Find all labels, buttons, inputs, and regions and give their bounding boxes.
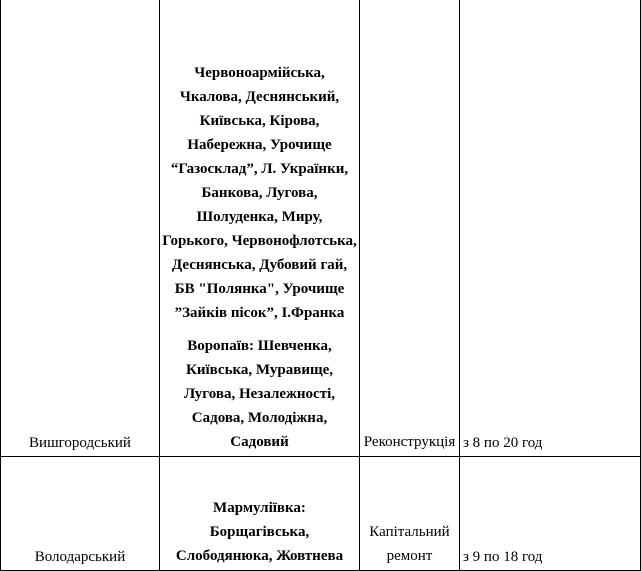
time-cell: з 9 по 18 год (460, 457, 641, 571)
district-cell: Вишгородський (1, 0, 160, 457)
table-row (1, 0, 641, 457)
work-type-cell: Капітальний ремонт (360, 457, 460, 571)
streets-cell (160, 0, 360, 457)
work-type-cell: Реконструкція (360, 0, 460, 457)
streets-list: Воропаїв: Шевченка, Київська, Муравище, Лугова, Незалежності, Садова, Молодіжна, Садовий (184, 338, 335, 450)
streets-list: Мармуліївка: Борщагівська, Слободянюка, Жовтнева (175, 500, 344, 564)
streets-list: Червоноармійська, Чкалова, Деснянський, Київська, Кірова, Набережна, Урочище “Газосклад”, Л. Українки, Банкова, Лугова, Шолуденка, Миру, Горького, Червонофлотська, Деснянська, Дубовий гай, БВ "Полянка", Урочище ”Зайків пісок”, І.Франка (162, 65, 357, 321)
district-cell: Володарський (1, 457, 160, 571)
time-cell: з 8 по 20 год (460, 0, 641, 457)
table-row (1, 457, 641, 571)
streets-cell (160, 457, 360, 571)
